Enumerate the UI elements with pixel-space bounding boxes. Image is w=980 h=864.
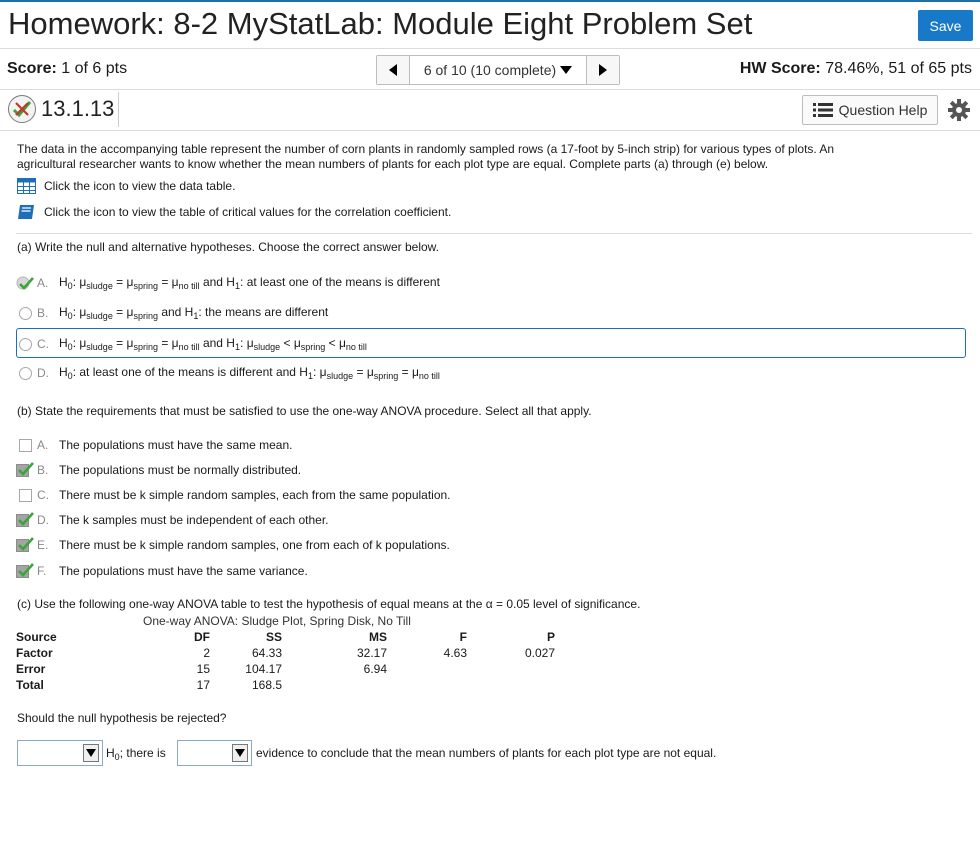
divider [0, 48, 980, 49]
hw-score: HW Score: 78.46%, 51 of 65 pts [739, 60, 972, 77]
part-b-option-c[interactable]: C. There must be k simple random samples, each from the same population. [16, 488, 451, 502]
checked-checkbox-icon[interactable] [16, 462, 34, 478]
question-help-button[interactable]: Question Help [802, 95, 938, 125]
option-c-text: $H_0$: $\mu_{sludge} = \mu_{spring} = \mu_{no till}$ and $H_1$: $\mu_{sludge} < \mu_{spring} < \mu_{no till}$ [59, 336, 367, 352]
part-b-option-d[interactable]: D. The k samples must be independent of each other. [16, 513, 329, 527]
divider [0, 89, 980, 90]
correct-check-icon [16, 276, 34, 290]
anova-table-caption: One-way ANOVA: Sludge Plot, Spring Disk, No Till [143, 614, 411, 628]
checkbox[interactable] [19, 439, 32, 452]
part-a-option-a[interactable]: A. $H_0$: $\mu_{sludge} = \mu_{spring} = \mu_{no till}$ and $H_1$: at least one of the means is different [16, 275, 440, 291]
part-b-option-b[interactable]: B. The populations must be normally distributed. [16, 463, 301, 477]
book-icon [17, 203, 36, 221]
h0-there-is-label: $H_0$; there is [106, 746, 166, 762]
part-a-option-b[interactable]: B. $H_0$: $\mu_{sludge} = \mu_{spring}$ and $H_1$: the means are different [16, 305, 328, 321]
radio-button[interactable] [19, 338, 32, 351]
arrow-left-icon [388, 64, 398, 76]
part-c-prompt: (c) Use the following one-way ANOVA table to test the hypothesis of equal means at the α = 0.05 level of significance. [17, 597, 641, 611]
evidence-conclusion-text: evidence to conclude that the mean numbers of plants for each plot type are not equal. [256, 746, 717, 760]
part-a-prompt: (a) Write the null and alternative hypotheses. Choose the correct answer below. [17, 240, 440, 254]
save-button[interactable]: Save [918, 10, 973, 41]
arrow-right-icon [598, 64, 608, 76]
option-b-text: $H_0$: $\mu_{sludge} = \mu_{spring}$ and $H_1$: the means are different [59, 305, 329, 321]
question-navigator [376, 55, 620, 85]
page-title: Homework: 8-2 MyStatLab: Module Eight Problem Set [8, 6, 753, 41]
divider [16, 233, 972, 234]
previous-question-button[interactable] [377, 56, 410, 84]
table-row: Factor 2 64.33 32.17 4.63 0.027 [16, 646, 555, 660]
checked-checkbox-icon[interactable] [16, 537, 34, 553]
table-header-row: Source DF SS MS F P [16, 630, 555, 644]
option-d-text: $H_0$: at least one of the means is different and $H_1$: $\mu_{sludge} = \mu_{spring} = \mu_{no till}$ [59, 365, 440, 381]
divider [0, 130, 980, 131]
part-a-option-c[interactable]: C. $H_0$: $\mu_{sludge} = \mu_{spring} = \mu_{no till}$ and $H_1$: $\mu_{sludge} < \mu_{spring} < \mu_{no till}$ [16, 336, 367, 352]
radio-button[interactable] [19, 367, 32, 380]
part-b-option-f[interactable]: F. The populations must have the same variance. [16, 564, 308, 578]
part-a-option-d[interactable]: D. $H_0$: at least one of the means is different and $H_1$: $\mu_{sludge} = \mu_{spring} = \mu_{no till}$ [16, 365, 440, 381]
evidence-dropdown[interactable] [177, 740, 252, 766]
anova-table [16, 629, 555, 693]
part-b-option-a[interactable]: A. The populations must have the same mean. [16, 438, 292, 452]
table-icon [17, 178, 36, 194]
intro-line-1: The data in the accompanying table represent the number of corn plants in randomly sampled rows (a 17-foot by 5-inch strip) for various types of plots. An [17, 142, 835, 156]
divider [118, 92, 119, 127]
checked-checkbox-icon[interactable] [16, 512, 34, 528]
chevron-down-icon [560, 65, 572, 75]
radio-button[interactable] [19, 307, 32, 320]
intro-line-2: agricultural researcher wants to know whether the mean numbers of plants for each plot type are equal. Complete parts (a) through (e) below. [17, 157, 769, 171]
part-b-prompt: (b) State the requirements that must be satisfied to use the one-way ANOVA procedure. Select all that apply. [17, 404, 592, 418]
reject-question: Should the null hypothesis be rejected? [17, 711, 227, 725]
score-display: Score: 1 of 6 pts [7, 60, 128, 77]
data-table-link[interactable]: Click the icon to view the data table. [17, 178, 235, 194]
reject-decision-dropdown[interactable] [17, 740, 103, 766]
checkbox[interactable] [19, 489, 32, 502]
chevron-down-icon [232, 744, 248, 762]
part-b-option-e[interactable]: E. There must be k simple random samples, one from each of k populations. [16, 538, 450, 552]
gear-icon[interactable] [947, 98, 971, 122]
partial-credit-icon [8, 95, 36, 123]
checked-checkbox-icon[interactable] [16, 563, 34, 579]
top-accent-line [0, 0, 980, 2]
option-a-text: $H_0$: $\mu_{sludge} = \mu_{spring} = \mu_{no till}$ and $H_1$: at least one of the means is different [59, 275, 440, 291]
next-question-button[interactable] [586, 56, 619, 84]
critical-values-link[interactable]: Click the icon to view the table of critical values for the correlation coefficient. [17, 203, 451, 221]
table-row: Error 15 104.17 6.94 [16, 662, 387, 676]
question-id: 13.1.13 [41, 96, 115, 121]
table-row: Total 17 168.5 [16, 678, 282, 692]
chevron-down-icon [83, 744, 99, 762]
question-select[interactable]: 6 of 10 (10 complete) [410, 56, 586, 84]
list-icon [813, 103, 833, 117]
